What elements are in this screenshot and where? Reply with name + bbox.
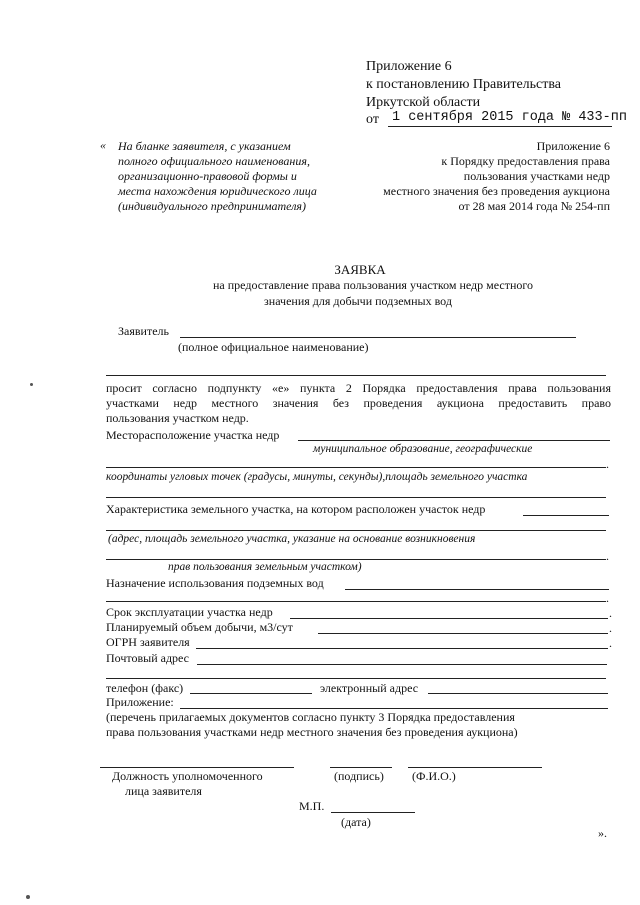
applicant-field-continued[interactable] bbox=[106, 375, 606, 376]
appendix-line-5: от 28 мая 2014 года № 254-пп bbox=[458, 199, 610, 213]
purpose-label: Назначение использования подземных вод bbox=[106, 576, 324, 590]
email-field[interactable] bbox=[428, 693, 608, 694]
appendix-line-3: пользования участками недр bbox=[463, 169, 610, 183]
applicant-hint: (полное официальное наименование) bbox=[178, 340, 369, 354]
location-line-end: . bbox=[606, 457, 609, 471]
attachment-label: Приложение: bbox=[106, 695, 174, 709]
request-line-2: участками недр местного значения без проведения аукциона предоставить право bbox=[106, 396, 611, 410]
position-label-line-2: лица заявителя bbox=[125, 784, 202, 798]
land-label: Характеристика земельного участка, на котором расположен участок недр bbox=[106, 502, 486, 516]
location-hint-2: координаты угловых точек (градусы, минуты, секунды),площадь земельного участка bbox=[106, 471, 528, 483]
approval-line-1: Приложение 6 bbox=[366, 59, 452, 74]
name-field[interactable] bbox=[408, 767, 542, 768]
appendix-line-2: к Порядку предоставления права bbox=[441, 154, 610, 168]
approval-date-prefix: от bbox=[366, 112, 379, 127]
note-line-1: На бланке заявителя, с указанием bbox=[118, 139, 291, 153]
closing-quote: ». bbox=[598, 826, 607, 840]
purpose-field[interactable] bbox=[345, 589, 609, 590]
phone-field[interactable] bbox=[190, 693, 312, 694]
ogrn-line-end: . bbox=[609, 636, 612, 650]
position-field[interactable] bbox=[100, 767, 294, 768]
purpose-field-2[interactable] bbox=[106, 601, 606, 602]
land-hint-2: прав пользования земельным участком) bbox=[168, 561, 362, 573]
request-line-1: просит согласно подпункту «е» пункта 2 Порядка предоставления права пользования bbox=[106, 381, 611, 395]
attachment-hint-2: права пользования участками недр местного значения без проведения аукциона) bbox=[106, 725, 518, 739]
purpose-line-end: . bbox=[606, 591, 609, 605]
stamp-label: М.П. bbox=[299, 799, 325, 813]
term-label: Срок эксплуатации участка недр bbox=[106, 605, 273, 619]
applicant-field[interactable] bbox=[180, 337, 576, 338]
postal-address-field-2[interactable] bbox=[106, 678, 606, 679]
volume-line-end: . bbox=[609, 621, 612, 635]
scan-speck bbox=[30, 383, 33, 386]
document-subtitle-2: значения для добычи подземных вод bbox=[264, 294, 452, 308]
position-label-line-1: Должность уполномоченного bbox=[112, 769, 263, 783]
land-field-3[interactable] bbox=[106, 559, 606, 560]
appendix-line-4: местного значения без проведения аукциона bbox=[383, 184, 610, 198]
term-field[interactable] bbox=[290, 618, 608, 619]
attachment-field[interactable] bbox=[180, 708, 608, 709]
attachment-hint-1: (перечень прилагаемых документов согласно пункту 3 Порядка предоставления bbox=[106, 710, 515, 724]
note-line-4: места нахождения юридического лица bbox=[118, 184, 317, 198]
scan-speck bbox=[26, 895, 30, 899]
land-field[interactable] bbox=[523, 515, 609, 516]
request-line-3: пользования участком недр. bbox=[106, 411, 249, 425]
note-open-quote: « bbox=[100, 138, 106, 152]
applicant-label: Заявитель bbox=[118, 324, 169, 338]
location-field-2[interactable] bbox=[106, 467, 606, 468]
postal-address-field[interactable] bbox=[197, 664, 607, 665]
document-subtitle-1: на предоставление права пользования участком недр местного bbox=[213, 278, 533, 292]
location-field-3[interactable] bbox=[106, 497, 606, 498]
note-line-3: организационно-правовой формы и bbox=[118, 169, 297, 183]
date-field[interactable] bbox=[331, 812, 415, 813]
term-line-end: . bbox=[609, 606, 612, 620]
note-line-5: (индивидуального предпринимателя) bbox=[118, 199, 307, 213]
location-hint-1: муниципальное образование, географические bbox=[313, 443, 533, 455]
email-label: электронный адрес bbox=[320, 681, 419, 695]
appendix-block bbox=[383, 139, 610, 214]
postal-address-label: Почтовый адрес bbox=[106, 651, 190, 665]
location-label: Месторасположение участка недр bbox=[106, 428, 280, 442]
signature-field[interactable] bbox=[330, 767, 392, 768]
approval-date-value: 1 сентября 2015 года № 433-пп bbox=[392, 110, 627, 125]
volume-label: Планируемый объем добычи, м3/сут bbox=[106, 620, 293, 634]
document-title: ЗАЯВКА bbox=[334, 262, 386, 277]
ogrn-field[interactable] bbox=[196, 648, 608, 649]
approval-line-2: к постановлению Правительства bbox=[366, 77, 562, 92]
date-label: (дата) bbox=[341, 815, 371, 829]
appendix-line-1: Приложение 6 bbox=[536, 139, 610, 153]
land-hint-1: (адрес, площадь земельного участка, указание на основание возникновения bbox=[108, 533, 476, 545]
note-line-2: полного официального наименования, bbox=[118, 154, 310, 168]
full-name-label: (Ф.И.О.) bbox=[412, 769, 456, 783]
ogrn-label: ОГРН заявителя bbox=[106, 635, 190, 649]
location-field[interactable] bbox=[298, 440, 610, 441]
approval-line-3: Иркутской области bbox=[366, 95, 481, 110]
volume-field[interactable] bbox=[318, 633, 608, 634]
land-line-end: . bbox=[606, 549, 609, 563]
approval-date-underline bbox=[388, 126, 612, 127]
phone-label: телефон (факс) bbox=[106, 681, 184, 695]
land-field-2[interactable] bbox=[106, 530, 606, 531]
signature-label: (подпись) bbox=[334, 769, 384, 783]
